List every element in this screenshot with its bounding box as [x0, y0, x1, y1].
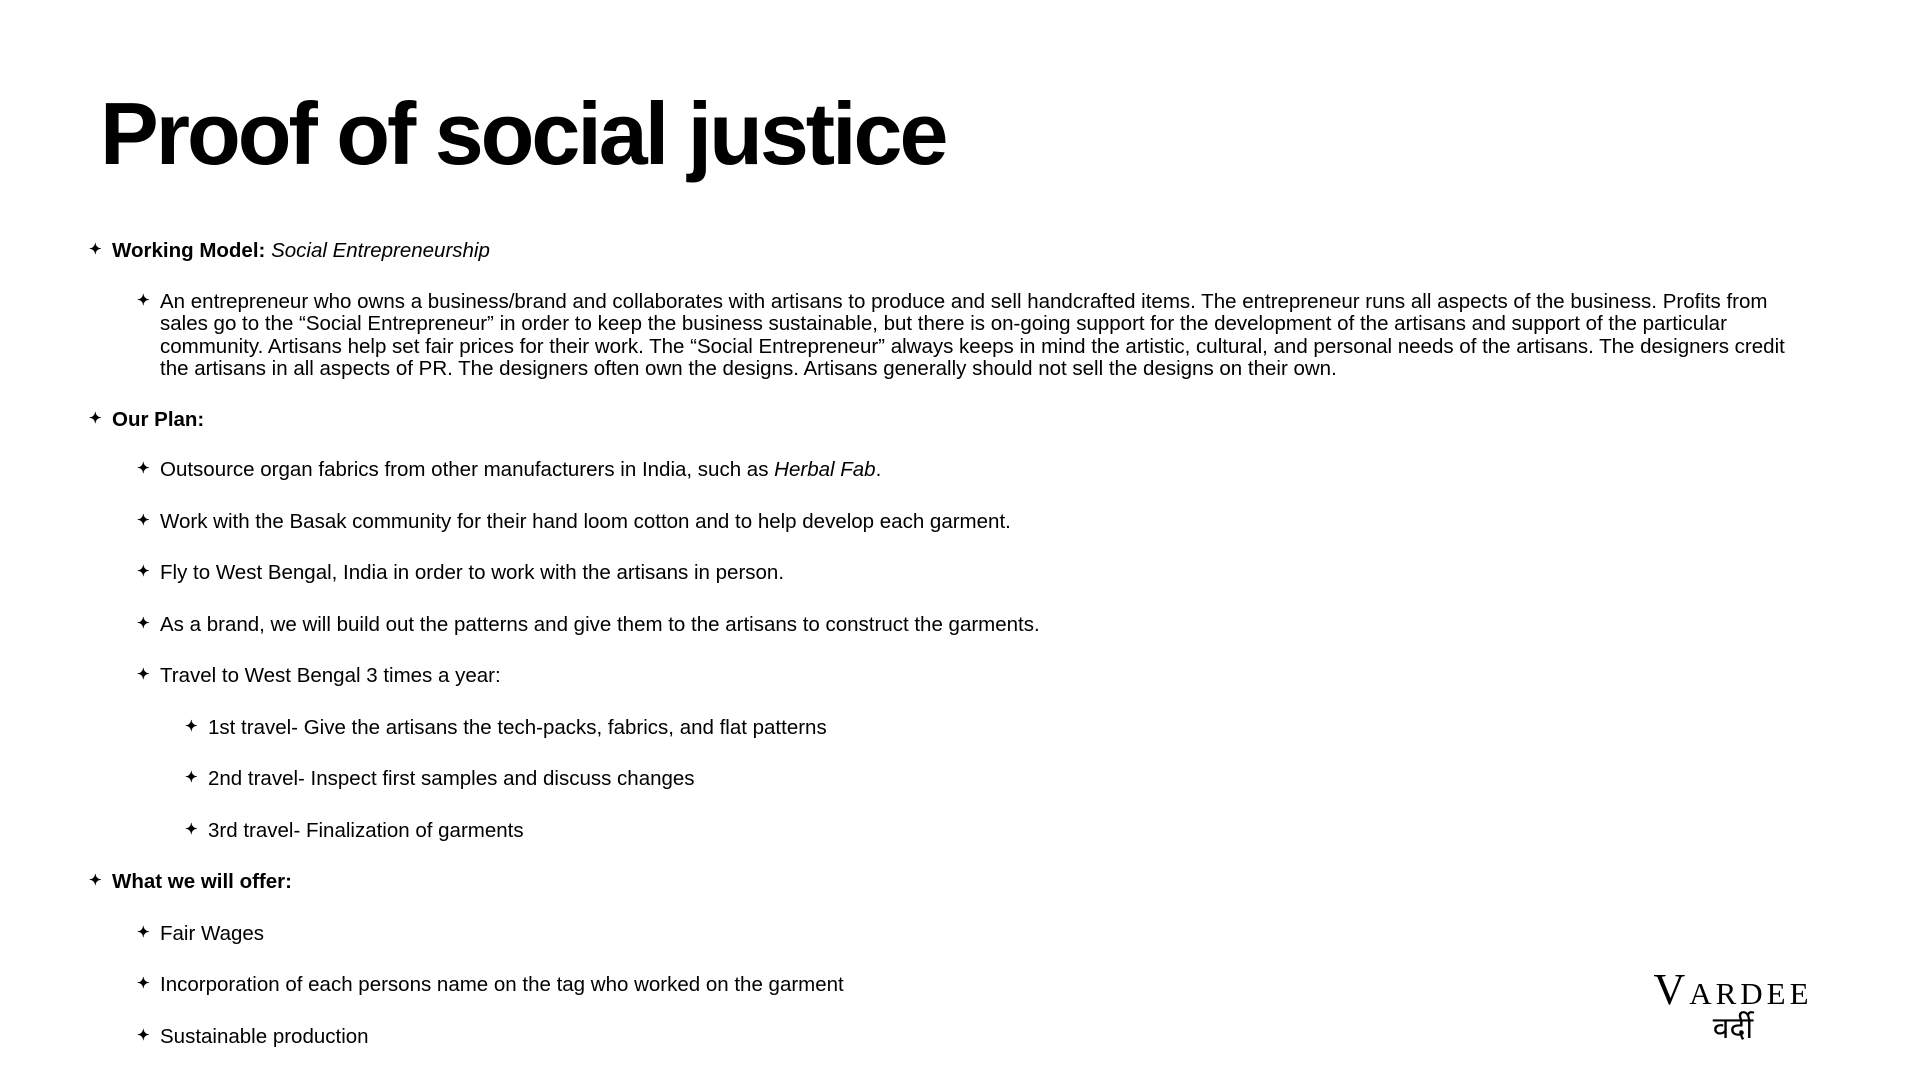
- bullet-marker-icon: ✦: [89, 409, 102, 427]
- plan-item: [136, 562, 1808, 585]
- travel-item-text: 2nd travel- Inspect first samples and discuss changes: [208, 767, 695, 790]
- logo-wordmark: Vardee: [1653, 965, 1813, 1014]
- bullet-marker-icon: ✦: [185, 820, 198, 838]
- plan-item-text: Travel to West Bengal 3 times a year:: [160, 664, 501, 687]
- plan-outsource-brand: Herbal Fab: [774, 458, 876, 481]
- bullet-marker-icon: ✦: [137, 975, 150, 992]
- bullet-marker-icon: ✦: [137, 923, 150, 941]
- working-model-label: Working Model:: [112, 239, 266, 262]
- travel-item: [184, 717, 1808, 740]
- working-model-description: An entrepreneur who owns a business/brand and collaborates with artisans to produce and sell handcrafted items. The entrepreneur runs all aspects of the business. Profits from sales go to the “Social Entrepreneur” in order to keep the business sustainable, but there is on-going support for the development of the artisans and support of the particular community. Artisans help set fair prices for their work. The “Social Entrepreneur” always keeps in mind the artistic, cultural, and personal needs of the artisans. The designers credit the artisans in all aspects of PR. The designers often own the designs. Artisans generally should not sell the designs on their own.: [160, 289, 1785, 380]
- bullet-list: [88, 240, 1808, 1048]
- plan-item: [136, 511, 1808, 534]
- travel-item: [184, 768, 1808, 791]
- offer-item-text: Fair Wages: [160, 921, 265, 945]
- bullet-marker-icon: ✦: [89, 872, 102, 889]
- page-title: Proof of social justice: [100, 84, 946, 183]
- travel-item-text: 3rd travel- Finalization of garments: [208, 818, 524, 842]
- plan-item-text: Work with the Basak community for their hand loom cotton and to help develop each garment.: [160, 509, 1011, 533]
- bullet-our-plan: [88, 409, 1808, 432]
- bullet-working-model-description: [136, 291, 1808, 381]
- offer-item: [136, 974, 1808, 997]
- working-model-value: Social Entrepreneurship: [271, 239, 490, 262]
- plan-outsource-suffix: .: [875, 458, 882, 481]
- bullet-marker-icon: ✦: [185, 717, 198, 735]
- logo-subtitle: वर्दी: [1712, 1011, 1754, 1046]
- bullet-what-we-offer: [88, 871, 1808, 894]
- travel-item: [184, 820, 1808, 843]
- plan-item: [136, 665, 1808, 688]
- plan-item: [136, 614, 1808, 637]
- bullet-working-model: [88, 240, 1808, 263]
- bullet-marker-icon: ✦: [137, 1026, 150, 1044]
- bullet-marker-icon: ✦: [185, 769, 198, 786]
- plan-outsource-text: Outsource organ fabrics from other manufacturers in India, such as: [160, 458, 775, 481]
- bullet-marker-icon: ✦: [137, 666, 150, 683]
- offer-label: What we will offer:: [112, 870, 292, 893]
- plan-item-text: Fly to West Bengal, India in order to work with the artisans in person.: [160, 561, 785, 584]
- bullet-marker-icon: ✦: [137, 511, 150, 529]
- plan-item-outsource: [136, 459, 1808, 482]
- brand-logo: [1610, 965, 1856, 1046]
- bullet-marker-icon: ✦: [137, 460, 150, 477]
- offer-item-text: Sustainable production: [160, 1024, 369, 1048]
- bullet-marker-icon: ✦: [137, 291, 150, 309]
- bullet-marker-icon: ✦: [137, 563, 150, 580]
- offer-item: [136, 1026, 1808, 1049]
- travel-item-text: 1st travel- Give the artisans the tech-packs, fabrics, and flat patterns: [208, 715, 827, 739]
- our-plan-label: Our Plan:: [112, 407, 205, 431]
- offer-item: [136, 923, 1808, 946]
- offer-item-text: Incorporation of each persons name on the tag who worked on the garment: [160, 973, 844, 996]
- bullet-marker-icon: ✦: [137, 614, 150, 632]
- plan-item-text: As a brand, we will build out the patterns and give them to the artisans to construct the garments.: [160, 612, 1040, 636]
- bullet-marker-icon: ✦: [89, 241, 102, 258]
